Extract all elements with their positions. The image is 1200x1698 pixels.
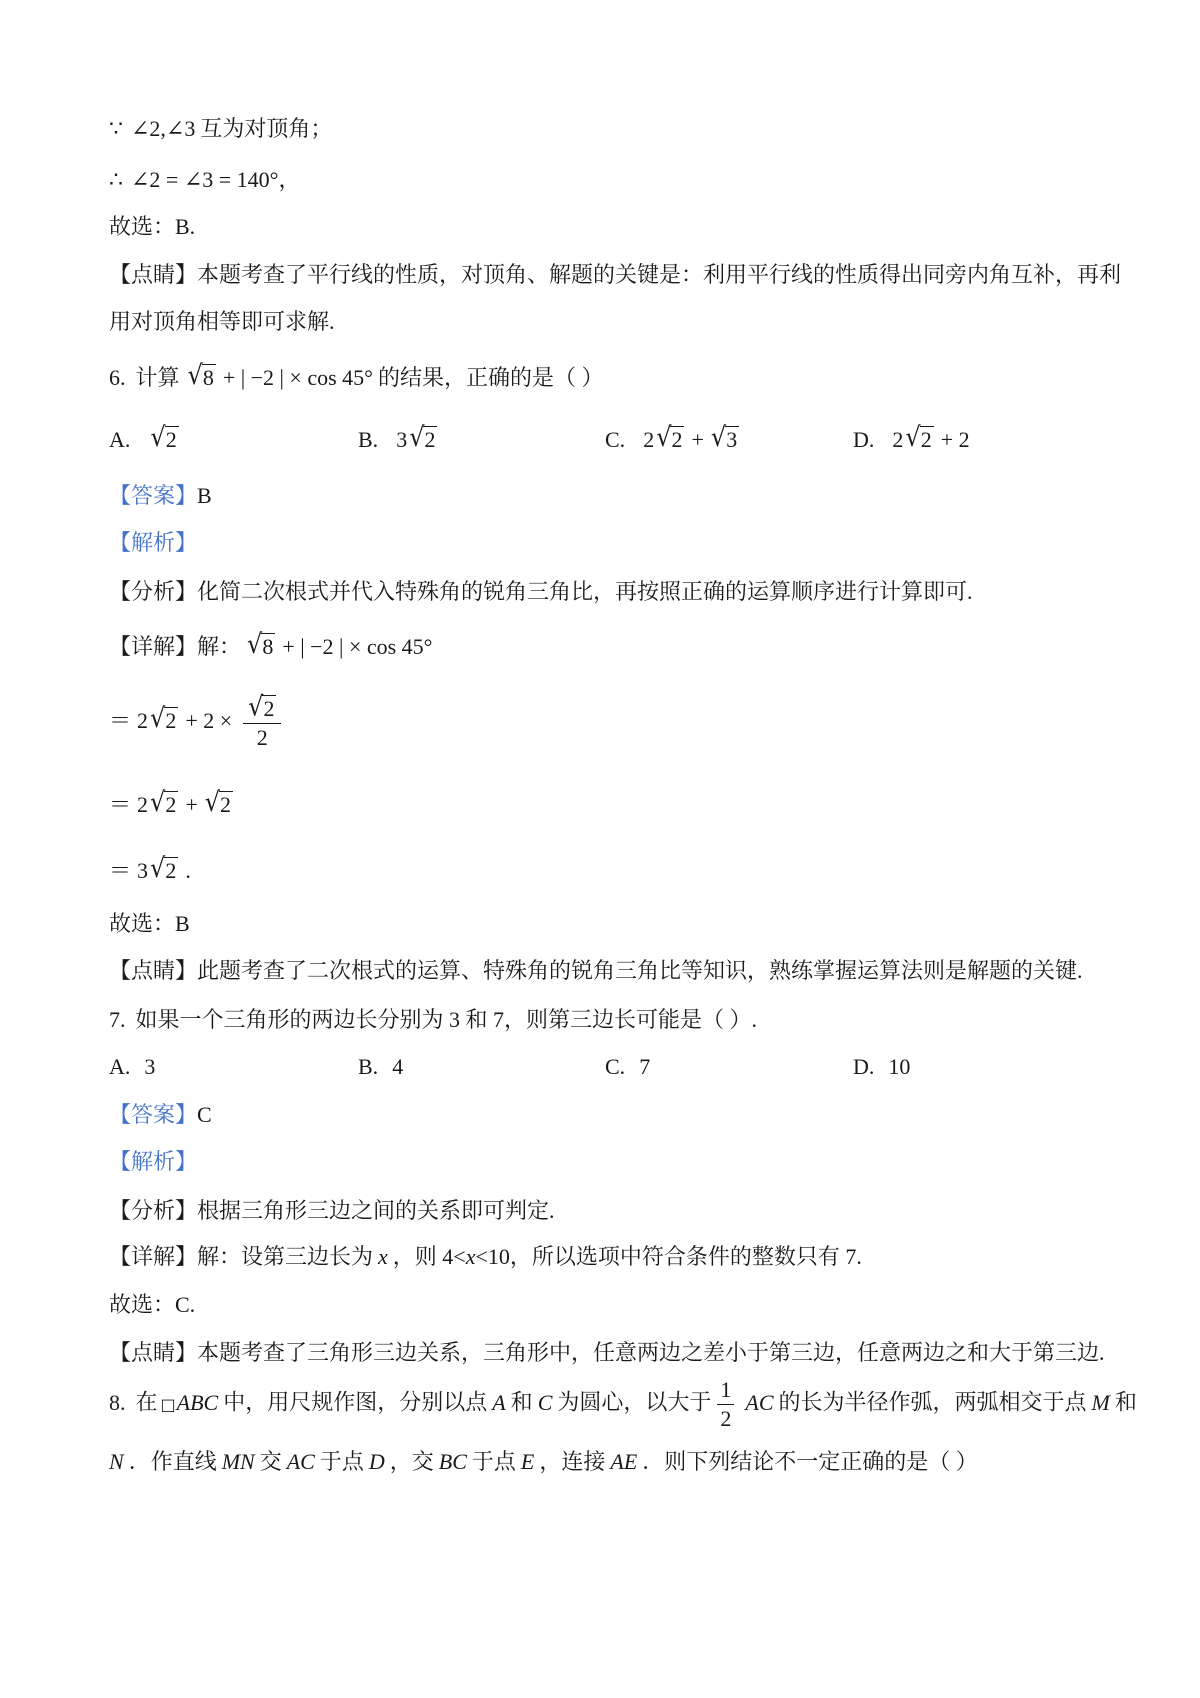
equals-sign: ＝: [109, 792, 132, 817]
solution-step-1: [109, 690, 1169, 752]
point-label: A: [492, 1389, 506, 1415]
answer-value: B: [197, 483, 212, 508]
segment-label: AE: [610, 1449, 638, 1474]
sqrt-term: [204, 786, 233, 820]
expression-rest: + | −2 | × cos 45°: [222, 365, 373, 390]
variable-x: x: [378, 1244, 388, 1269]
sqrt-term: [656, 421, 684, 455]
stem-prefix: 计算: [135, 365, 180, 390]
radical-sign: √: [248, 690, 264, 722]
detail-text: <10，所以选项中符合条件的整数只有 7.: [475, 1244, 862, 1269]
detail-line: [109, 1242, 1169, 1272]
option-label: C.: [605, 1054, 626, 1079]
solution-step-3: [109, 852, 1169, 886]
question-6-options: [109, 421, 1169, 458]
radicand: 2: [424, 427, 436, 452]
point-label: E: [520, 1449, 535, 1474]
option-label: D.: [853, 1054, 875, 1079]
point-label: N: [109, 1449, 124, 1474]
choice-line: 故选：B: [109, 911, 190, 936]
radical-sign: √: [150, 702, 166, 734]
choice-line: 故选：C.: [109, 1292, 196, 1317]
question-number: 7.: [109, 1007, 126, 1032]
option-label: D.: [853, 427, 875, 452]
comment-line-1: [109, 260, 1169, 290]
therefore-symbol: ∴: [109, 168, 123, 193]
option-label: C.: [605, 427, 626, 452]
sqrt-term: [150, 421, 178, 455]
equals-sign: ＝: [109, 858, 132, 883]
question-number: 6.: [109, 365, 126, 390]
analysis-label: 【分析】: [109, 579, 198, 604]
coefficient: 3: [396, 427, 408, 452]
sqrt-term: [905, 421, 933, 455]
detail-label: 【详解】: [109, 1244, 198, 1269]
question-7-options: [109, 1052, 1169, 1086]
fraction: [243, 690, 281, 752]
radicand: 2: [165, 792, 177, 817]
answer-label: 【答案】: [109, 483, 198, 508]
question-6-stem: [109, 359, 1169, 393]
detail-text: ，则 4<: [392, 1244, 466, 1269]
option-d: [853, 421, 975, 455]
fraction: [717, 1376, 734, 1433]
stem-text: 如果一个三角形的两边长分别为 3 和 7，则第三边长可能是（ ）.: [135, 1007, 758, 1032]
stem-text: 和: [510, 1389, 533, 1415]
question-8-stem-line-2: [109, 1447, 1169, 1477]
radical-sign: √: [150, 786, 166, 818]
reasoning-line-because: [109, 114, 1169, 145]
radical-sign: √: [905, 421, 921, 453]
radical-sign: √: [150, 852, 166, 884]
solution-step-2: [109, 786, 1169, 820]
operator-text: + 2 ×: [185, 708, 233, 734]
coefficient: 2: [892, 427, 904, 452]
radicand: 2: [165, 708, 177, 734]
fraction-numerator: [243, 690, 281, 724]
option-c: [605, 421, 741, 455]
option-tail: + 2: [940, 427, 970, 452]
radicand: 2: [671, 427, 683, 452]
segment-label: BC: [438, 1449, 467, 1474]
segment-label: AC: [286, 1449, 315, 1474]
option-b: [358, 421, 439, 455]
radical-sign: √: [710, 421, 727, 453]
angle-equation: ∠2 = ∠3 = 140°: [131, 167, 279, 192]
option-c: [605, 1052, 650, 1082]
triangle-symbol: □: [160, 1394, 176, 1414]
answer-line: [109, 1100, 1169, 1130]
stem-text: ，交: [389, 1449, 434, 1474]
radical-sign: √: [656, 421, 672, 453]
analysis-line: [109, 577, 1169, 607]
option-d: [853, 1052, 910, 1082]
option-label: B.: [358, 1054, 379, 1079]
because-symbol: ∵: [109, 117, 123, 142]
stem-suffix: 的结果，正确的是（ ）: [377, 365, 604, 390]
radical-sign: √: [409, 421, 425, 453]
comment-line-2: 用对顶角相等即可求解.: [109, 309, 335, 334]
coefficient: 3: [137, 858, 149, 883]
answer-value: C: [197, 1102, 212, 1127]
line-label: MN: [221, 1449, 255, 1474]
question-7-stem: [109, 1005, 1169, 1035]
radical-sign: √: [187, 359, 203, 391]
solution-label: 【解析】: [109, 1149, 198, 1174]
detail-prefix: 解：: [197, 634, 242, 659]
radical-sign: √: [150, 421, 166, 453]
radicand: 8: [202, 365, 214, 390]
analysis-text: 根据三角形三边之间的关系即可判定.: [197, 1198, 555, 1223]
radicand: 8: [262, 634, 274, 659]
sqrt-term: [150, 786, 178, 820]
option-label: A.: [109, 1054, 131, 1079]
sqrt-term: [247, 628, 275, 662]
sqrt-term: [710, 421, 739, 455]
fraction-denominator: 2: [256, 725, 268, 750]
reasoning-line-therefore: [109, 165, 1169, 196]
variable-x: x: [465, 1244, 476, 1269]
sqrt-term: [409, 421, 437, 455]
detail-line: [109, 628, 1169, 662]
option-value: 4: [392, 1054, 404, 1079]
detail-text: 解：设第三边长为: [197, 1244, 374, 1269]
sqrt-term: [150, 702, 178, 736]
radical-sign: √: [247, 628, 263, 660]
reasoning-text: ，: [278, 167, 301, 192]
radical-sign: √: [204, 786, 221, 818]
comment-label: 【点睛】: [109, 262, 198, 287]
option-label: A.: [109, 427, 131, 452]
question-number: 8.: [109, 1389, 126, 1415]
radicand: 2: [263, 696, 275, 721]
solution-label: 【解析】: [109, 530, 198, 555]
answer-label: 【答案】: [109, 1102, 198, 1127]
expression-rest: + | −2 | × cos 45°: [282, 634, 433, 659]
comment-line: [109, 956, 1169, 986]
answer-line: [109, 481, 1169, 511]
stem-text: 交: [259, 1449, 282, 1474]
point-label: M: [1091, 1389, 1110, 1415]
radicand: 2: [220, 792, 232, 817]
operator: +: [185, 792, 198, 817]
radicand: 2: [920, 427, 932, 452]
coefficient: 2: [137, 792, 149, 817]
coefficient: 2: [137, 708, 149, 734]
option-value: 7: [639, 1054, 651, 1079]
equals-sign: ＝: [109, 708, 132, 734]
analysis-text: 化简二次根式并代入特殊角的锐角三角比，再按照正确的运算顺序进行计算即可.: [197, 579, 973, 604]
fraction-denominator: 2: [720, 1406, 732, 1431]
comment-text: 本题考查了三角形三边关系，三角形中，任意两边之差小于第三边，任意两边之和大于第三边.: [197, 1340, 1105, 1365]
option-a: [109, 1052, 155, 1082]
point-label: C: [537, 1389, 553, 1415]
question-8-stem-line-1: [109, 1376, 1169, 1433]
comment-label: 【点睛】: [109, 1340, 198, 1365]
comment-text: 本题考查了平行线的性质，对顶角、解题的关键是：利用平行线的性质得出同旁内角互补，再利: [197, 262, 1122, 287]
analysis-label: 【分析】: [109, 1198, 198, 1223]
sqrt-term: [248, 690, 276, 723]
point-label: D: [368, 1449, 385, 1474]
comment-line: [109, 1338, 1169, 1368]
option-a: [109, 421, 181, 455]
stem-text: 于点: [471, 1449, 516, 1474]
radicand: 2: [165, 858, 177, 883]
analysis-line: [109, 1196, 1169, 1226]
period: .: [185, 858, 191, 883]
fraction-numerator: 1: [717, 1376, 734, 1405]
segment-label: AC: [745, 1389, 774, 1415]
stem-text: 为圆心，以大于: [557, 1389, 712, 1415]
stem-text: 于点: [319, 1449, 364, 1474]
stem-text: 在: [135, 1389, 158, 1415]
stem-text: 的长为半径作弧，两弧相交于点: [778, 1389, 1087, 1415]
choice-line: 故选：B.: [109, 214, 196, 239]
operator: +: [691, 427, 704, 452]
comment-text: 此题考查了二次根式的运算、特殊角的锐角三角比等知识，熟练掌握运算法则是解题的关键.: [197, 958, 1083, 983]
reasoning-text: 互为对顶角；: [200, 116, 333, 141]
stem-text: 中，用尺规作图，分别以点: [223, 1389, 488, 1415]
sqrt-term: [187, 359, 216, 393]
triangle-name: ABC: [176, 1389, 219, 1415]
stem-text: 和: [1114, 1389, 1137, 1415]
angle-expression: ∠2,∠3: [131, 116, 196, 141]
sqrt-term: [150, 852, 178, 886]
stem-text: ．则下列结论不一定正确的是（ ）: [642, 1449, 978, 1474]
detail-label: 【详解】: [109, 634, 198, 659]
stem-text: ，连接: [539, 1449, 606, 1474]
stem-text: ．作直线: [128, 1449, 217, 1474]
radicand: 2: [165, 427, 177, 452]
option-label: B.: [358, 427, 379, 452]
option-value: 3: [144, 1054, 156, 1079]
option-value: 10: [888, 1054, 911, 1079]
option-b: [358, 1052, 403, 1082]
comment-label: 【点睛】: [109, 958, 198, 983]
coefficient: 2: [643, 427, 655, 452]
radicand: 3: [726, 427, 738, 452]
